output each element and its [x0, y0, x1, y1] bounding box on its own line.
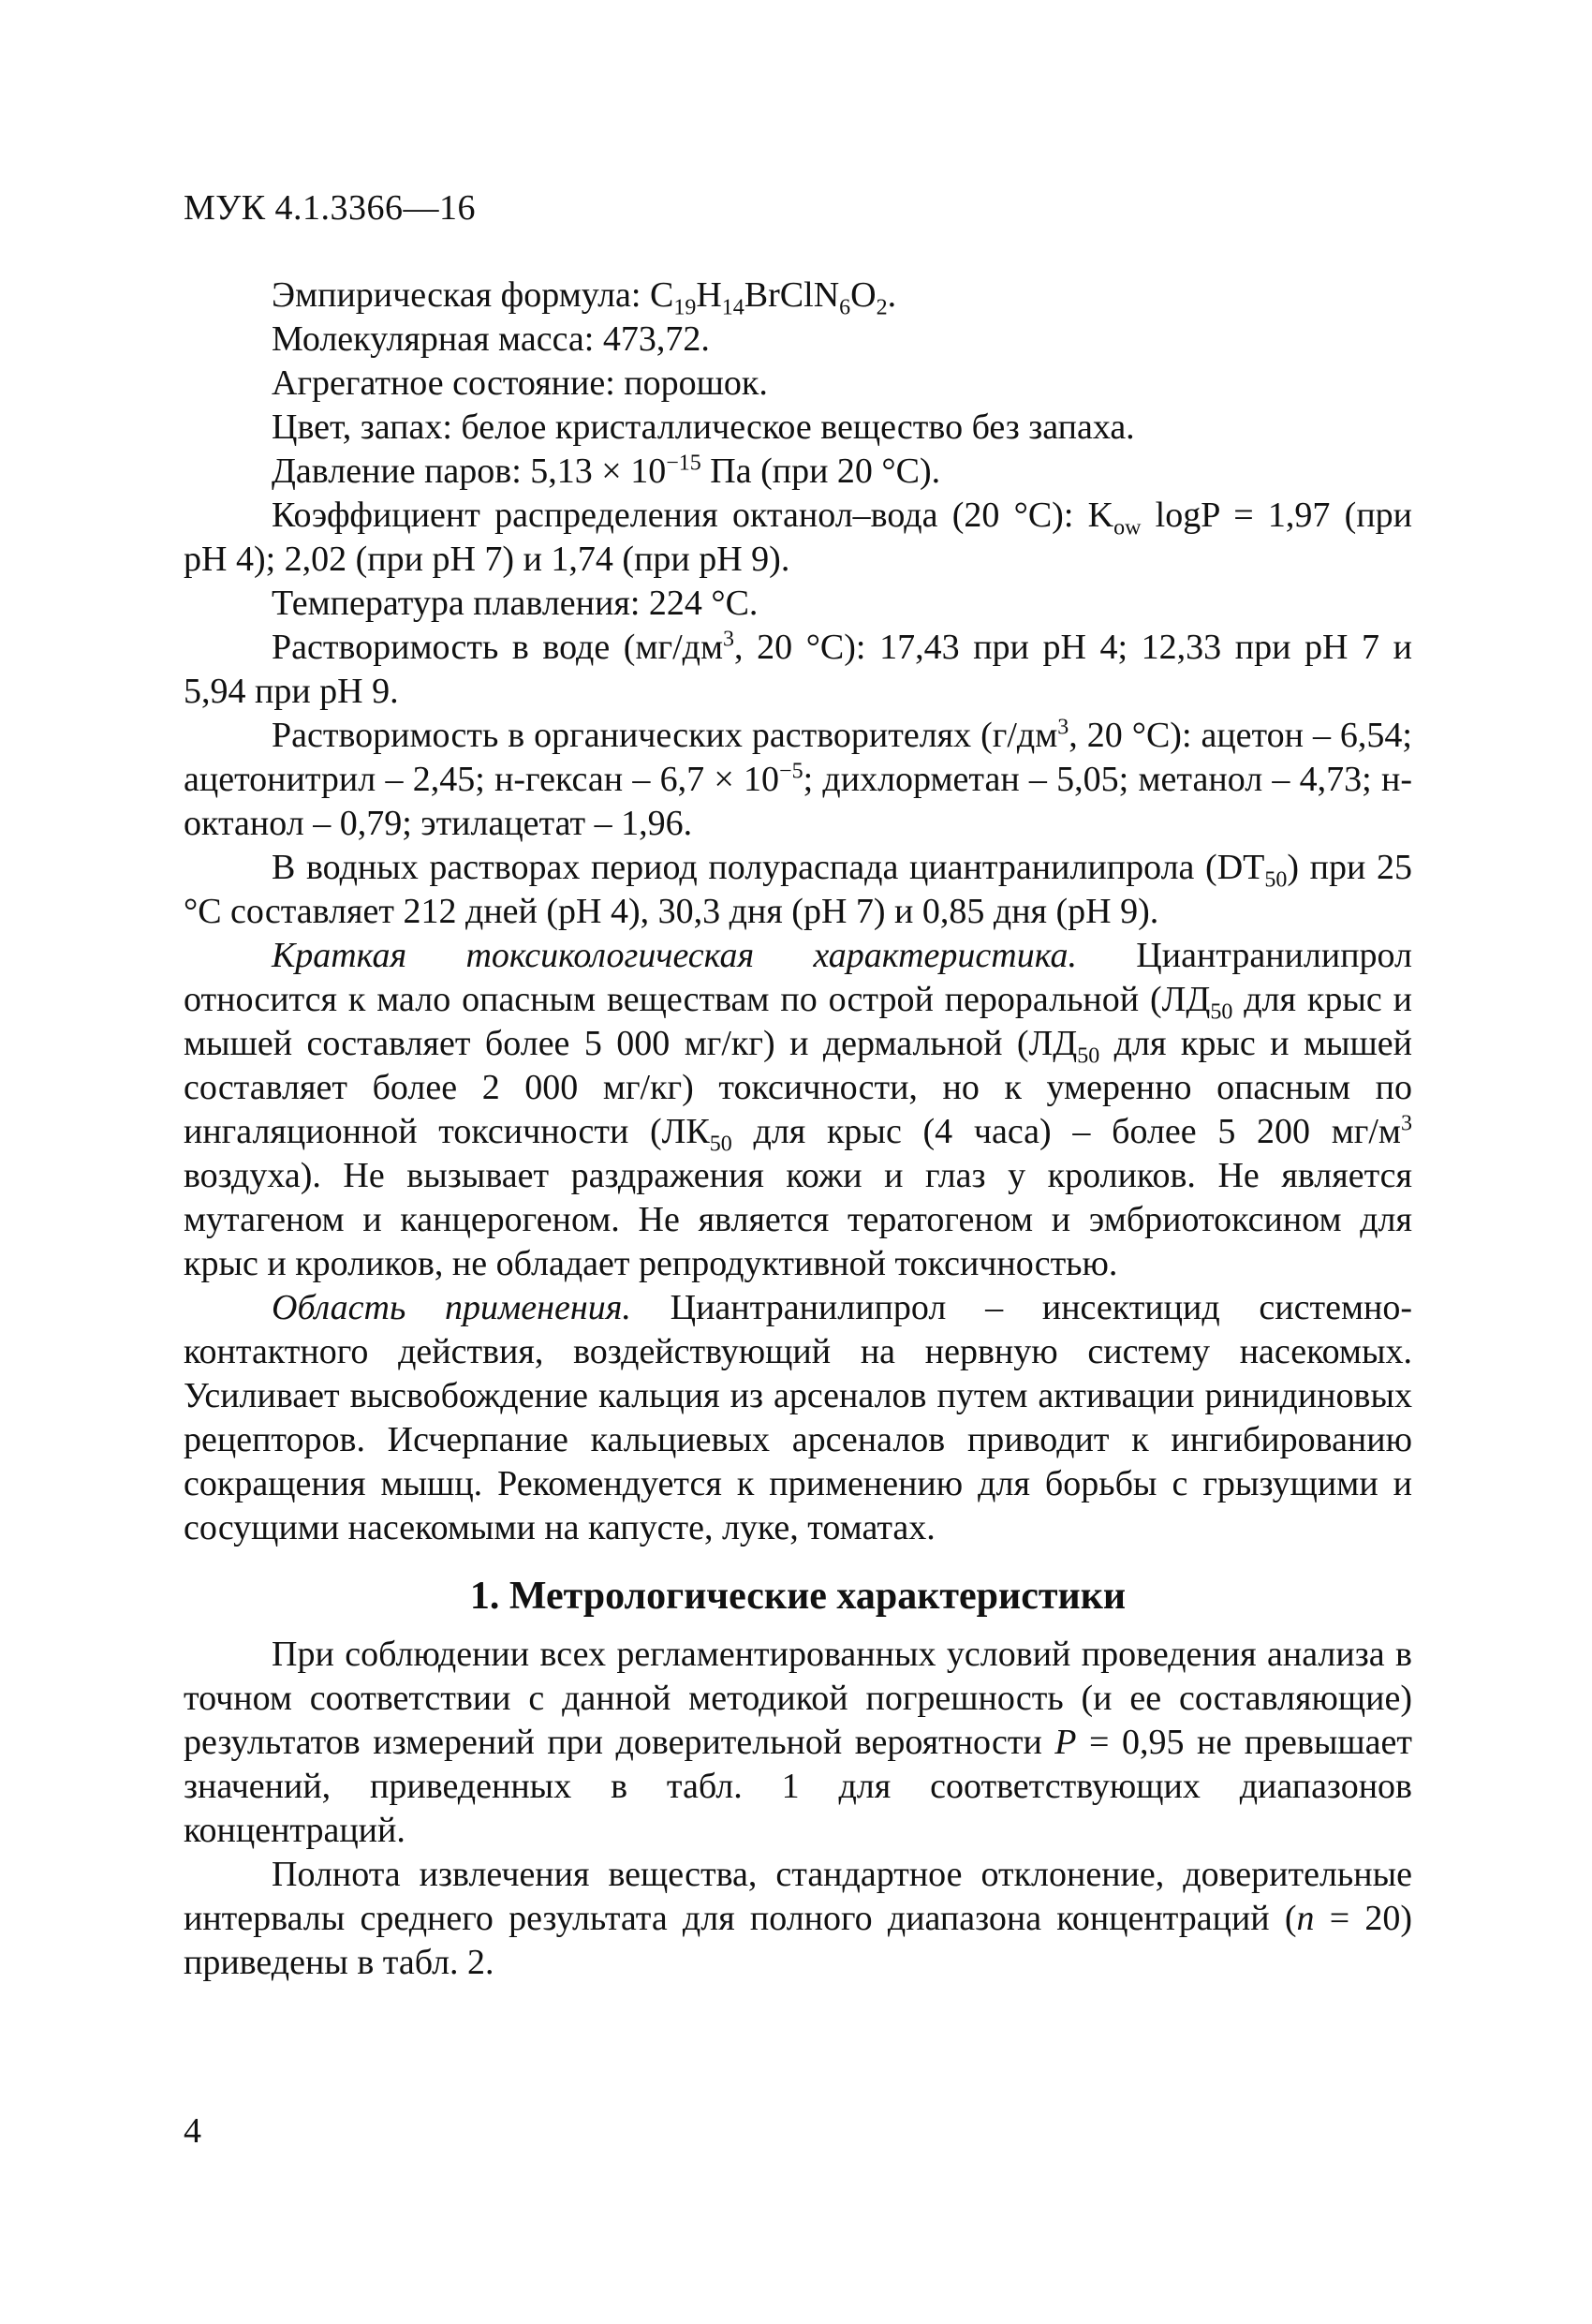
vapor-pressure-line: Давление паров: $5,13 \times 10^{-15}$ Па (при 20 °С). — [272, 451, 941, 491]
document-code-header: МУК 4.1.3366—16 — [184, 188, 477, 228]
page-number: 4 — [184, 2111, 201, 2151]
color-smell-line: Цвет, запах: белое кристаллическое вещество без запаха. — [272, 407, 1135, 447]
organic-solubility-paragraph: Растворимость в органических растворителях ($г/дм^3$, 20 °С): ацетон – 6,54; ацетонитрил – 2,45; н-гексан – $6,7 \times 10^{-5}$; дихлорметан – 5,05; метанол – 4,73; н-октанол – 0,79; этилацетат – 1,96. — [184, 715, 1412, 843]
application-paragraph: Область применения. Циантранилипрол – инсектицид системно-контактного действия, воздействующий на нервную систему насекомых. Усиливает высвобождение кальция из арсеналов путем активации ринидиновых рецепторов. Исчерпание кальциевых арсеналов приводит к ингибированию сокращения мышц. Рекомендуется к применению для борьбы с грызущими и сосущими насекомыми на капусте, луке, томатах. — [184, 1288, 1413, 1547]
metrology-paragraph-2: Полнота извлечения вещества, стандартное отклонение, доверительные интервалы среднего результата для полного диапазона концентраций (n = 20) приведены в табл. 2. — [184, 1855, 1412, 1982]
application-heading: Область применения. — [272, 1288, 631, 1327]
toxicology-heading: Краткая токсикологическая характеристика. — [272, 936, 1078, 975]
metrology-paragraph-1: При соблюдении всех регламентированных условий проведения анализа в точном соответствии с данной методикой погрешность (и ее составляющие) результатов измерений при доверительной вероятности P = 0,95 не превышает значений, приведенных в табл. 1 для соответствующих диапазонов концентраций. — [184, 1635, 1412, 1850]
half-life-paragraph: В водных растворах период полураспада циантранилипрола $(DT_{50})$ при 25 °С составляет 212 дней (pH 4), 30,3 дня (pH 7) и 0,85 дня (pH 9). — [184, 848, 1412, 931]
water-solubility-paragraph: Растворимость в воде ($мг/дм^3$, 20 °С): 17,43 при pH 4; 12,33 при pH 7 и 5,94 при pH 9. — [184, 627, 1412, 711]
section-title: 1. Метрологические характеристики — [469, 1575, 1127, 1618]
physical-state-line: Агрегатное состояние: порошок. — [272, 363, 768, 403]
toxicology-paragraph: Краткая токсикологическая характеристика. Циантранилипрол относится к мало опасным веществам по острой пероральной ($ЛД_{50}$ для крыс и мышей составляет более 5 000 мг/кг) и дермальной ($ЛД_{50}$ для крыс и мышей составляет более 2 000 мг/кг) токсичности, но к умеренно опасным по ингаляционной токсичности ($ЛК_{50}$ для крыс (4 часа) – более 5 200 $мг/м^3$ воздуха). Не вызывает раздражения кожи и глаз у кроликов. Не является мутагеном и канцерогеном. Не является тератогеном и эмбриотоксином для крыс и кроликов, не обладает репродуктивной токсичностью. — [184, 936, 1412, 1283]
partition-coefficient-paragraph: Коэффициент распределения октанол–вода (20 °С): $K_{ow}$ logP = 1,97 (при pH 4); 2,02 (при pH 7) и 1,74 (при pH 9). — [184, 496, 1412, 579]
document-body — [184, 274, 1412, 1985]
melting-point-line: Температура плавления: 224 °С. — [272, 584, 759, 623]
molar-mass-line: Молекулярная масса: 473,72. — [272, 319, 710, 359]
empirical-formula-line: Эмпирическая формула: $C_{19}H_{14}BrClN_6O_2$. — [272, 275, 897, 320]
